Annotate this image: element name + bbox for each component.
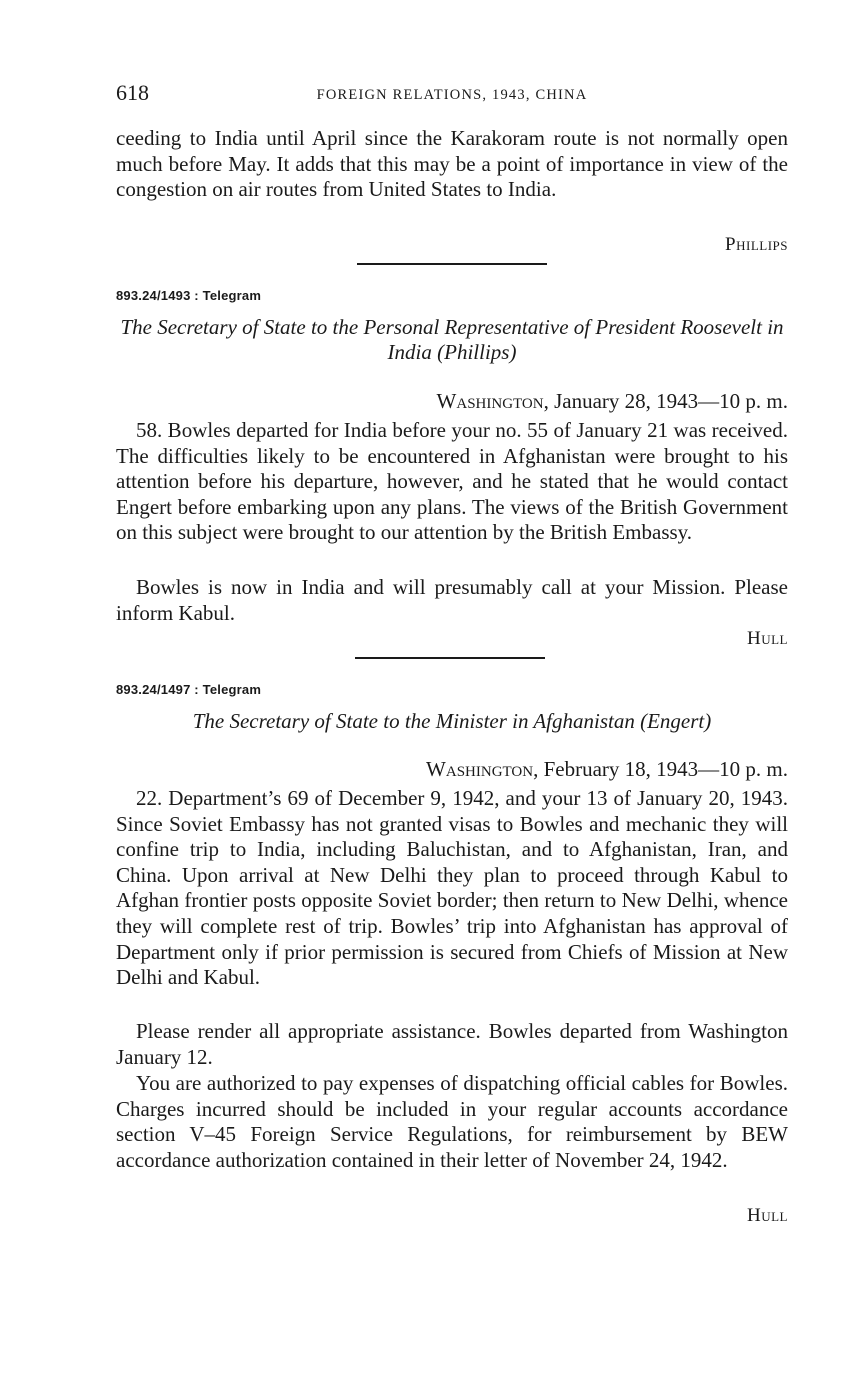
document-reference: 893.24/1493 : Telegram: [116, 288, 262, 303]
dateline-place: Washington: [436, 389, 544, 413]
continuation-paragraph: ceeding to India until April since the Karakoram route is not normally open much before May. It adds that this may be a point of importance in view of the congestion on air routes from United States to India.: [116, 126, 788, 202]
running-head: FOREIGN RELATIONS, 1943, CHINA: [316, 87, 588, 103]
signature-phillips: Phillips: [725, 234, 788, 255]
document-title: The Secretary of State to the Personal Representative of President Roosevelt in India (Phillips): [120, 315, 784, 364]
document-title: The Secretary of State to the Minister in Afghanistan (Engert): [192, 709, 712, 733]
dateline: [426, 757, 788, 782]
dateline-place: Washington: [426, 757, 534, 781]
dateline-date: , February 18, 1943—10 p. m.: [533, 757, 788, 781]
body-paragraph: 58. Bowles departed for India before your no. 55 of January 21 was received. The difficulties likely to be encountered in Afghanistan were brought to his attention before his departure, however, and he stated that he would contact Engert before embarking upon any plans. The views of the British Government on this subject were brought to our attention by the British Embassy.: [116, 418, 788, 545]
document-reference: 893.24/1497 : Telegram: [116, 682, 262, 697]
signature-hull: Hull: [747, 1205, 788, 1226]
section-divider: [357, 263, 547, 265]
dateline: [437, 389, 788, 414]
body-paragraph: You are authorized to pay expenses of dispatching official cables for Bowles. Charges incurred should be included in your regular accounts accordance section V–45 Foreign Service Regulations, for reimbursement by BEW accordance authorization contained in their letter of November 24, 1942.: [116, 1071, 788, 1172]
signature-hull: Hull: [747, 628, 788, 649]
page-header: [116, 80, 788, 110]
dateline-date: , January 28, 1943—10 p. m.: [543, 389, 788, 413]
body-paragraph: Please render all appropriate assistance. Bowles departed from Washington January 12.: [116, 1019, 788, 1069]
body-paragraph: Bowles is now in India and will presumably call at your Mission. Please inform Kabul.: [116, 575, 788, 625]
section-divider: [355, 657, 545, 659]
body-paragraph: 22. Department’s 69 of December 9, 1942, and your 13 of January 20, 1943. Since Soviet Embassy has not granted visas to Bowles and mechanic they will confine trip to India, including Baluchistan, and to Afghanistan, Iran, and China. Upon arrival at New Delhi they plan to proceed through Kabul to Afghan frontier posts opposite Soviet border; then return to New Delhi, whence they will complete rest of trip. Bowles’ trip into Afghanistan has approval of Department only if prior permission is secured from Chiefs of Mission at New Delhi and Kabul.: [116, 786, 788, 990]
page-number: 618: [116, 80, 149, 105]
